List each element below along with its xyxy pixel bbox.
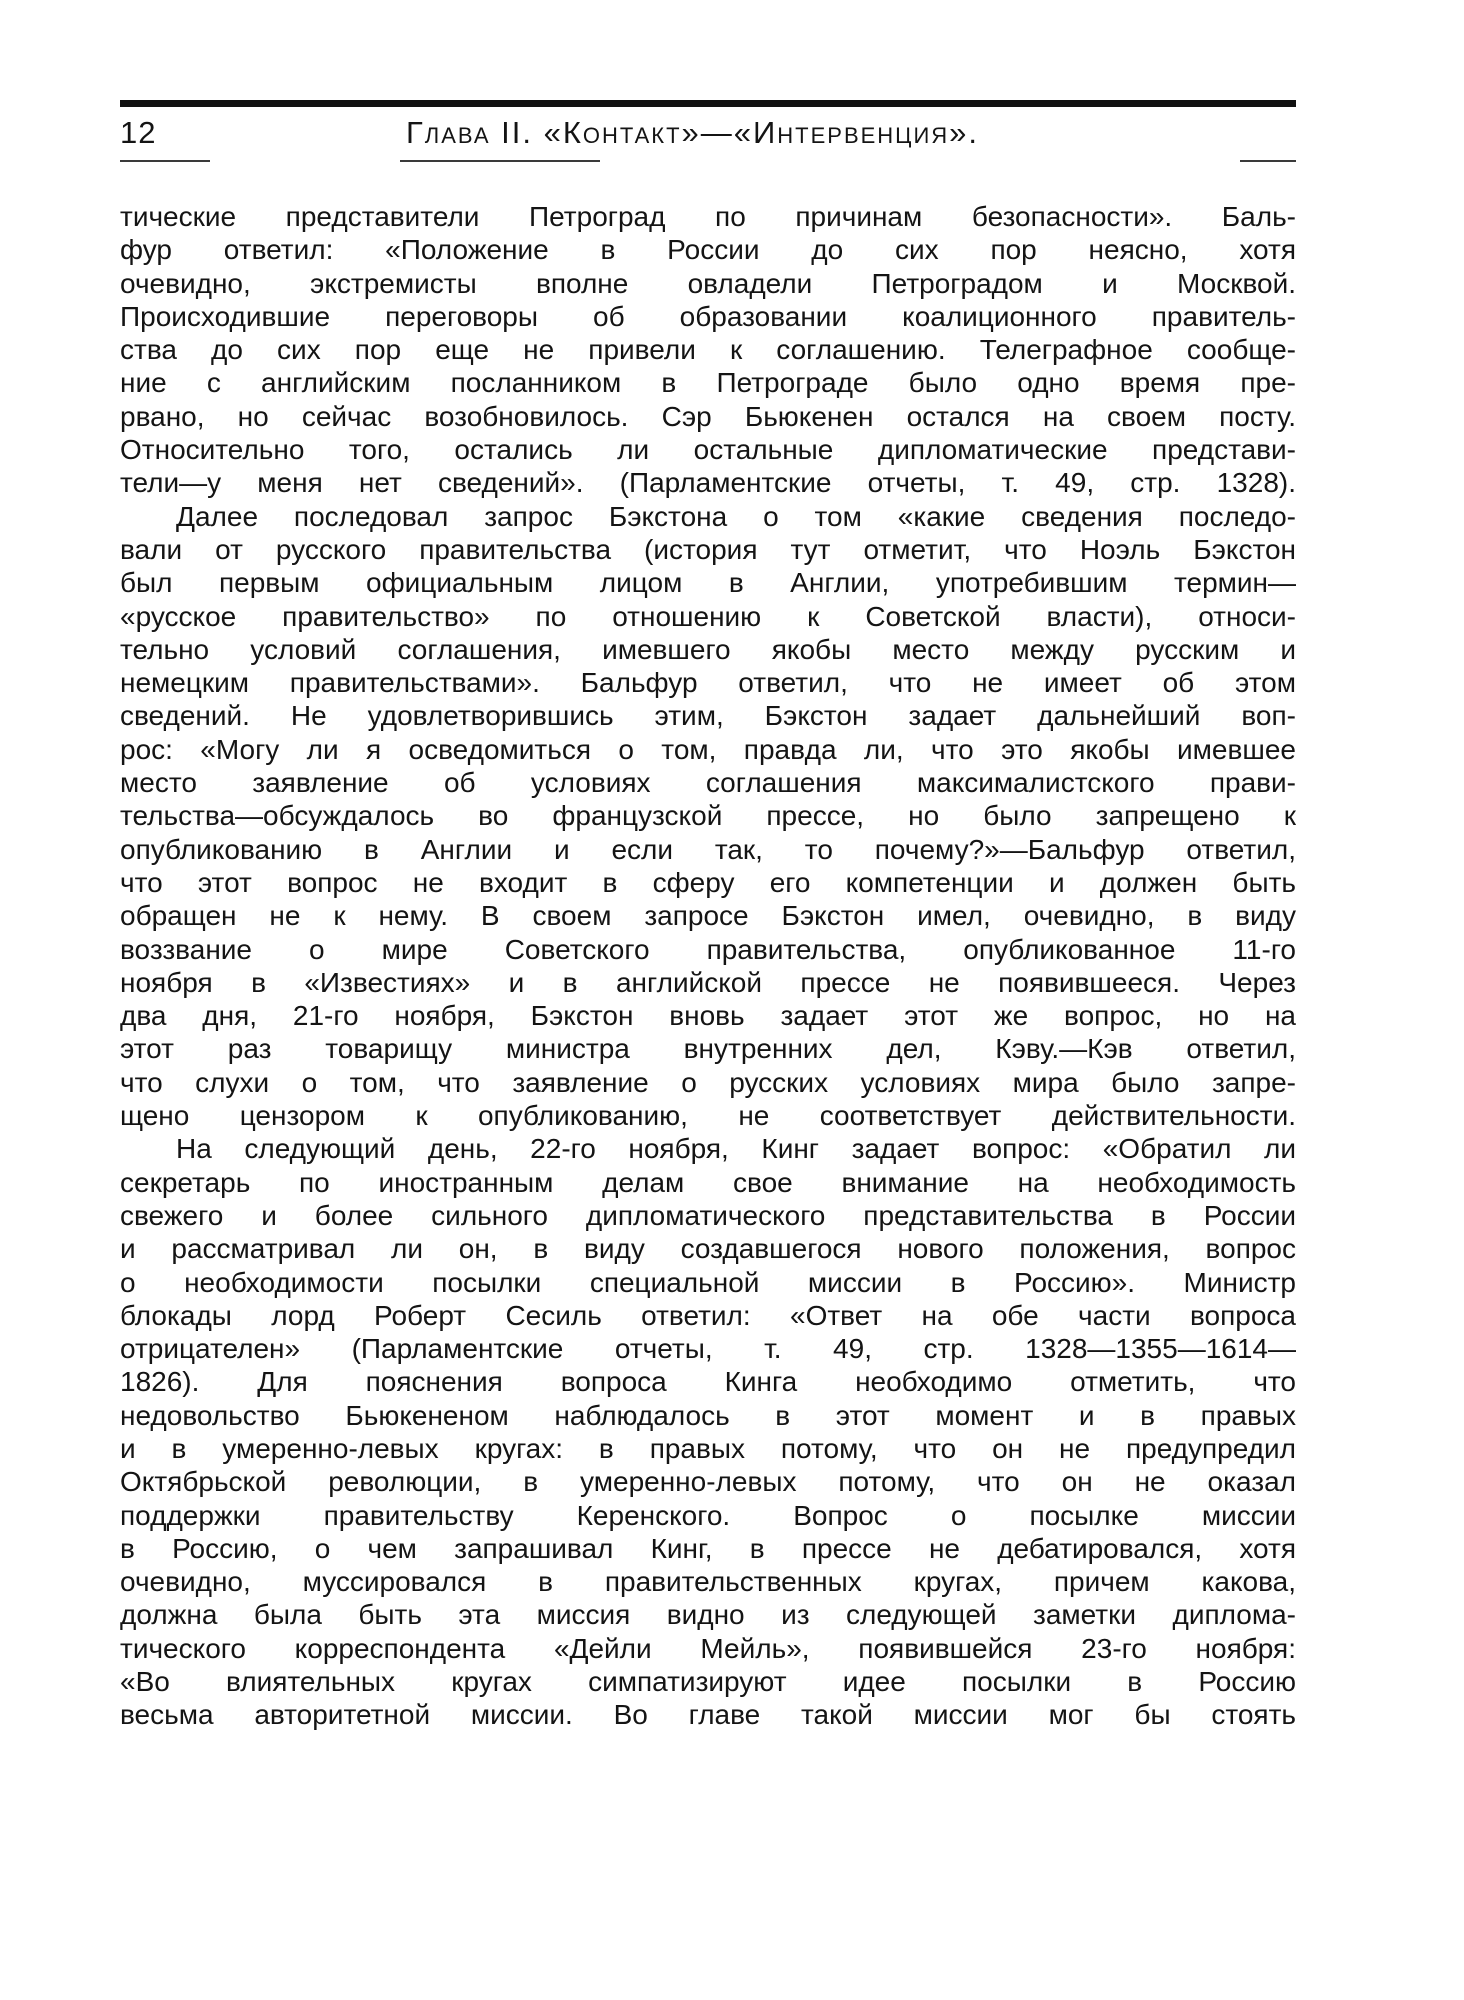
text-line: вали от русского правительства (история тут отметит, что Ноэль Бэкстон (120, 533, 1296, 565)
text-line: Далее последовал запрос Бэкстона о том «какие сведения последо- (176, 500, 1296, 532)
text-line: поддержки правительству Керенского. Вопрос о посылке миссии (120, 1499, 1296, 1531)
text-line: этот раз товарищу министра внутренних дел, Кэву.—Кэв ответил, (120, 1033, 1296, 1065)
text-line: 1826). Для пояснения вопроса Кинга необходимо отметить, что (120, 1366, 1296, 1398)
text-line: щено цензором к опубликованию, не соответствует действительности. (120, 1100, 1296, 1132)
text-line: немецким правительствами». Бальфур ответил, что не имеет об этом (120, 667, 1296, 699)
text-line: ние с английским посланником в Петрограде было одно время пре- (120, 367, 1296, 399)
text-line: очевидно, экстремисты вполне овладели Петроградом и Москвой. (120, 267, 1296, 299)
text-line: рос: «Могу ли я осведомиться о том, правда ли, что это якобы имевшее (120, 733, 1296, 765)
text-line: в Россию, о чем запрашивал Кинг, в прессе не дебатировался, хотя (120, 1532, 1296, 1564)
text-line: тельства—обсуждалось во французской прессе, но было запрещено к (120, 800, 1296, 832)
header-dash (120, 160, 210, 162)
text-line: блокады лорд Роберт Сесиль ответил: «Ответ на обе части вопроса (120, 1299, 1296, 1331)
text-line: тельно условий соглашения, имевшего якобы место между русским и (120, 633, 1296, 665)
text-line: тические представители Петроград по причинам безопасности». Баль- (120, 201, 1296, 232)
text-line: был первым официальным лицом в Англии, употребившим термин— (120, 567, 1296, 599)
page-number: 12 (120, 115, 157, 150)
text-line: «русское правительство» по отношению к Советской власти), относи- (120, 600, 1296, 632)
text-line: отрицателен» (Парламентские отчеты, т. 49, стр. 1328—1355—1614— (120, 1333, 1296, 1365)
text-line: Относительно того, остались ли остальные дипломатические представи- (120, 434, 1296, 466)
text-line: обращен не к нему. В своем запросе Бэкстон имел, очевидно, в виду (120, 900, 1296, 932)
header-dash (400, 160, 600, 162)
chapter-title: Глава II. «Контакт»—«Интервенция». (406, 115, 980, 150)
body-text (120, 200, 1296, 1732)
text-line: ства до сих пор еще не привели к соглашению. Телеграфное сообще- (120, 334, 1296, 366)
text-line: свежего и более сильного дипломатического представительства в России (120, 1199, 1296, 1231)
text-line: тели—у меня нет сведений». (Парламентские отчеты, т. 49, стр. 1328). (120, 467, 1296, 499)
text-line: Происходившие переговоры об образовании коалиционного правитель- (120, 300, 1296, 332)
text-line: Октябрьской революции, в умеренно-левых потому, что он не оказал (120, 1466, 1296, 1498)
text-line: секретарь по иностранным делам свое внимание на необходимость (120, 1166, 1296, 1198)
running-head (120, 108, 1296, 158)
text-line: «Во влиятельных кругах симпатизируют идее посылки в Россию (120, 1666, 1296, 1698)
text-line: и в умеренно-левых кругах: в правых потому, что он не предупредил (120, 1432, 1296, 1464)
top-rule (120, 100, 1296, 107)
text-line: воззвание о мире Советского правительства, опубликованное 11-го (120, 933, 1296, 965)
text-line: сведений. Не удовлетворившись этим, Бэкстон задает дальнейший воп- (120, 700, 1296, 732)
text-line: должна была быть эта миссия видно из следующей заметки диплома- (120, 1599, 1296, 1631)
text-line: весьма авторитетной миссии. Во главе такой миссии мог бы стоять (120, 1699, 1296, 1731)
text-line: два дня, 21-го ноября, Бэкстон вновь задает этот же вопрос, но на (120, 1000, 1296, 1032)
text-line: и рассматривал ли он, в виду создавшегося нового положения, вопрос (120, 1233, 1296, 1265)
text-line: На следующий день, 22-го ноября, Кинг задает вопрос: «Обратил ли (176, 1133, 1296, 1165)
text-line: фур ответил: «Положение в России до сих пор неясно, хотя (120, 234, 1296, 266)
text-line: опубликованию в Англии и если так, то почему?»—Бальфур ответил, (120, 833, 1296, 865)
text-line: рвано, но сейчас возобновилось. Сэр Бьюкенен остался на своем посту. (120, 400, 1296, 432)
header-dash (1240, 160, 1296, 162)
text-line: ноября в «Известиях» и в английской прессе не появившееся. Через (120, 966, 1296, 998)
text-line: что слухи о том, что заявление о русских условиях мира было запре- (120, 1066, 1296, 1098)
text-line: о необходимости посылки специальной миссии в Россию». Министр (120, 1266, 1296, 1298)
text-line: место заявление об условиях соглашения максималистского прави- (120, 767, 1296, 799)
text-line: что этот вопрос не входит в сферу его компетенции и должен быть (120, 866, 1296, 898)
text-line: недовольство Бьюкененом наблюдалось в этот момент и в правых (120, 1399, 1296, 1431)
text-line: тического корреспондента «Дейли Мейль», появившейся 23-го ноября: (120, 1632, 1296, 1664)
text-line: очевидно, муссировался в правительственных кругах, причем какова, (120, 1566, 1296, 1598)
